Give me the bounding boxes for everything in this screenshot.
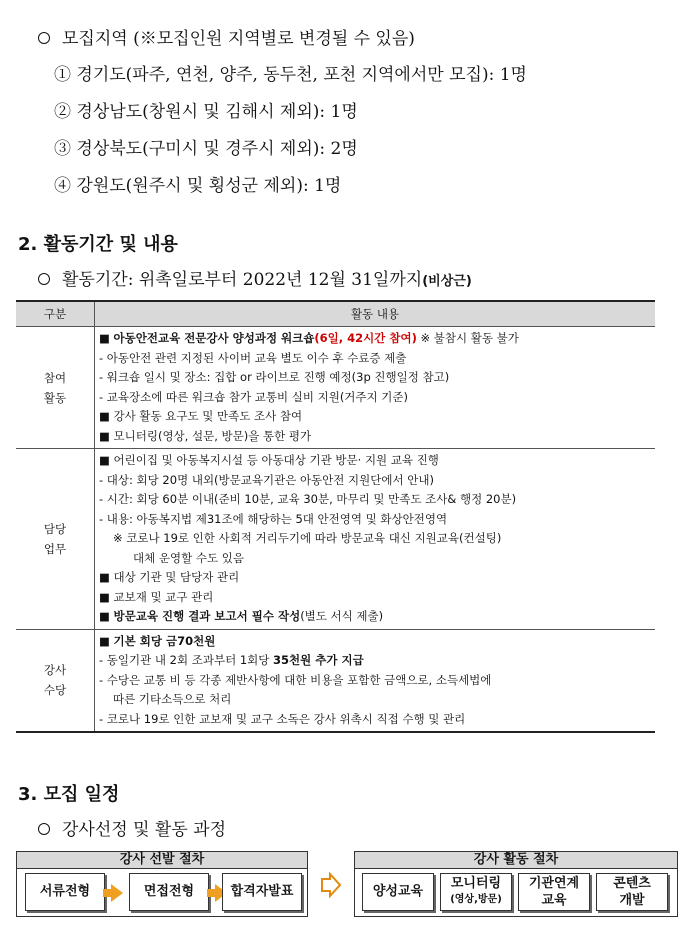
list-item: - 코로나 19로 인한 교보재 및 교구 소독은 강사 위촉시 직접 수행 및 관리	[99, 711, 466, 726]
table-header-category: 구분	[16, 301, 95, 327]
list-item: 대체 운영할 수도 있음	[133, 550, 244, 565]
selection-process-box	[16, 851, 308, 917]
list-item: - 대상: 회당 20명 내외(방문교육기관은 아동안전 지원단에서 안내)	[99, 472, 434, 487]
region-item-4: ④ 강원도(원주시 및 횡성군 제외): 1명	[54, 176, 342, 196]
step-institution-education: 기관연계 교육	[518, 873, 590, 911]
step-monitoring: 모니터링 (영상,방문)	[440, 873, 512, 911]
list-item: - 내용: 아동복지법 제31조에 해당하는 5대 안전영역 및 화상안전영역	[99, 511, 448, 526]
region-item-1: ① 경기도(파주, 연천, 양주, 동두천, 포천 지역에서만 모집): 1명	[54, 65, 527, 85]
step-content-development: 콘텐츠 개발	[596, 873, 668, 911]
step-announcement: 합격자발표	[222, 873, 302, 911]
row-category-line: 수당	[43, 683, 67, 698]
circle-bullet-icon	[38, 823, 50, 835]
list-item: - 시간: 회당 60분 이내(준비 10분, 교육 30분, 마무리 및 만족도 조사& 행정 20분)	[99, 492, 517, 506]
list-item: - 아동안전 관련 지정된 사이버 교육 별도 이수 후 수료증 제출	[99, 350, 407, 365]
list-item: - 동일기관 내 2회 조과부터 1회당 35천원 추가 지급	[99, 653, 364, 667]
circle-bullet-icon	[38, 32, 50, 44]
section2-title: 2. 활동기간 및 내용	[18, 234, 178, 255]
list-item: ■ 기본 회당 금70천원	[99, 633, 216, 648]
circle-bullet-icon	[38, 273, 50, 285]
step-document-screening: 서류전형	[25, 873, 105, 911]
row-content	[95, 327, 656, 449]
list-item: ※ 코로나 19로 인한 사회적 거리두기에 따라 방문교육 대신 지원교육(컨설팅)	[113, 531, 502, 545]
list-item: - 수당은 교통 비 등 각종 제반사항에 대한 비용을 포함한 금액으로, 소득세법에	[99, 672, 492, 687]
activity-process-title: 강사 활동 절차	[355, 852, 677, 869]
section3-title: 3. 모집 일정	[18, 784, 120, 805]
big-arrow-right-icon	[320, 872, 342, 898]
list-item: ■ 어린이집 및 아동복지시설 등 아동대상 기관 방문· 지원 교육 진행	[99, 453, 439, 467]
list-item: ■ 교보재 및 교구 관리	[99, 589, 214, 604]
row-category	[16, 629, 95, 732]
activity-process-box	[354, 851, 678, 917]
row-content	[95, 629, 656, 732]
table-row	[16, 449, 655, 630]
row-category	[16, 327, 95, 449]
table-row	[16, 327, 655, 449]
selection-process-title: 강사 선발 절차	[17, 852, 307, 869]
row-category-line: 업무	[43, 541, 67, 556]
list-item: ■ 강사 활동 요구도 및 만족도 조사 참여	[99, 409, 303, 423]
list-item: - 워크숍 일시 및 장소: 집합 or 라이브로 진행 예정(3p 진행일정 참고)	[99, 370, 450, 384]
region-heading: 모집지역 (※모집인원 지역별로 변경될 수 있음)	[38, 24, 415, 49]
row-category-line: 강사	[43, 663, 67, 678]
region-item-2: ② 경상남도(창원시 및 김해시 제외): 1명	[54, 102, 358, 122]
row-category-line: 참여	[43, 370, 67, 385]
list-item: ■ 아동안전교육 전문강사 양성과정 워크숍(6일, 42시간 참여) ※ 불참시 활동 불가	[99, 331, 519, 345]
row-content	[95, 449, 656, 630]
arrow-right-icon	[111, 884, 123, 902]
list-item: ■ 방문교육 진행 결과 보고서 필수 작성(별도 서식 제출)	[99, 609, 384, 623]
row-category-line: 담당	[43, 521, 67, 536]
step-training: 양성교육	[362, 873, 434, 911]
table-header-content: 활동 내용	[95, 301, 656, 327]
list-item: ■ 모니터링(영상, 설문, 방문)을 통한 평가	[99, 428, 312, 443]
activity-table	[16, 300, 655, 733]
section3-sub: 강사선정 및 활동 과정	[38, 815, 226, 840]
table-row	[16, 629, 655, 732]
row-category	[16, 449, 95, 630]
step-interview: 면접전형	[129, 873, 209, 911]
list-item: - 교육장소에 따른 워크숍 참가 교통비 실비 지원(거주지 기준)	[99, 389, 408, 404]
list-item: ■ 대상 기관 및 담당자 관리	[99, 570, 240, 584]
list-item: 따른 기타소득으로 처리	[113, 692, 232, 706]
activity-period: 활동기간: 위촉일로부터 2022년 12월 31일까지(비상근)	[38, 265, 472, 290]
row-category-line: 활동	[43, 390, 67, 405]
region-item-3: ③ 경상북도(구미시 및 경주시 제외): 2명	[54, 139, 358, 159]
